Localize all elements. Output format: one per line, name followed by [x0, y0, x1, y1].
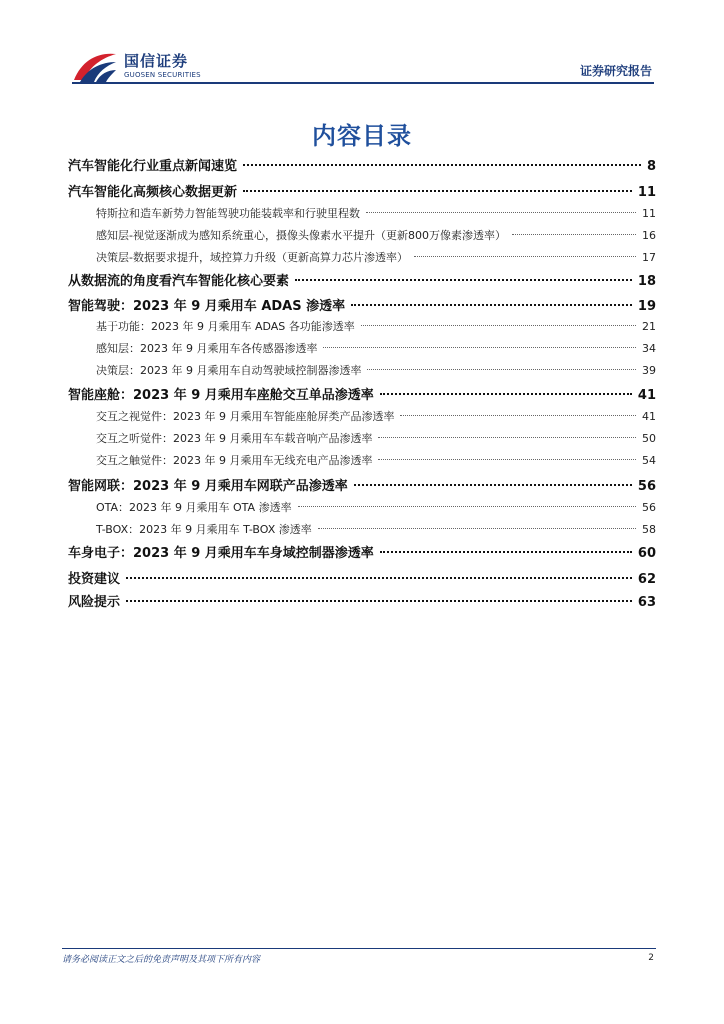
toc-entry[interactable]: [68, 475, 656, 494]
toc-dot-leader: [512, 234, 636, 235]
toc-entry-label: 投资建议: [68, 572, 121, 587]
toc-entry-label: 智能驾驶：2023 年 9 月乘用车 ADAS 渗透率: [68, 299, 346, 314]
toc-entry[interactable]: [68, 521, 656, 537]
toc-entry-page: 18: [637, 274, 656, 289]
toc-entry[interactable]: [68, 591, 656, 610]
toc-dot-leader: [318, 528, 636, 529]
toc-entry-label: 交互之触觉件：2023 年 9 月乘用车无线充电产品渗透率: [96, 454, 373, 467]
toc-dot-leader: [243, 190, 632, 192]
toc-dot-leader: [298, 506, 636, 507]
toc-entry[interactable]: [68, 430, 656, 446]
toc-dot-leader: [243, 164, 641, 166]
toc-dot-leader: [126, 600, 632, 602]
toc-entry[interactable]: [68, 270, 656, 289]
toc-entry-page: 62: [637, 572, 656, 587]
toc-entry-label: 感知层：2023 年 9 月乘用车各传感器渗透率: [96, 342, 318, 355]
report-type-label: 证券研究报告: [579, 64, 652, 78]
toc-dot-leader: [378, 437, 636, 438]
toc-entry[interactable]: [68, 205, 656, 221]
toc-entry-page: 41: [642, 410, 656, 423]
toc-entry[interactable]: [68, 155, 656, 174]
toc-entry[interactable]: [68, 452, 656, 468]
toc-dot-leader: [366, 212, 636, 213]
toc-entry[interactable]: [68, 499, 656, 515]
toc-dot-leader: [378, 459, 636, 460]
toc-entry-page: 41: [637, 388, 656, 403]
toc-dot-leader: [354, 484, 632, 486]
toc-entry-label: 从数据流的角度看汽车智能化核心要素: [68, 274, 290, 289]
toc-entry-label: 风险提示: [68, 595, 121, 610]
toc-entry-page: 63: [637, 595, 656, 610]
page-number: 2: [648, 953, 654, 963]
toc-entry-label: T-BOX：2023 年 9 月乘用车 T-BOX 渗透率: [96, 523, 312, 536]
toc-entry-page: 50: [642, 432, 656, 445]
toc-entry-page: 56: [642, 501, 656, 514]
toc-entry-label: 感知层-视觉逐渐成为感知系统重心，摄像头像素水平提升（更新800万像素渗透率）: [96, 229, 506, 242]
toc-dot-leader: [380, 393, 632, 395]
toc-entry-page: 21: [642, 320, 656, 333]
brand-logo: [72, 50, 222, 84]
toc-dot-leader: [323, 347, 636, 348]
toc-entry-label: 车身电子：2023 年 9 月乘用车车身域控制器渗透率: [68, 546, 374, 561]
toc-entry-page: 54: [642, 454, 656, 467]
toc-entry-label: 智能座舱：2023 年 9 月乘用车座舱交互单品渗透率: [68, 388, 374, 403]
toc-entry-label: 智能网联：2023 年 9 月乘用车网联产品渗透率: [68, 479, 348, 494]
toc-entry[interactable]: [68, 181, 656, 200]
header-divider: [72, 82, 654, 84]
toc-entry-page: 58: [642, 523, 656, 536]
toc-entry[interactable]: [68, 249, 656, 265]
toc-entry-label: 汽车智能化行业重点新闻速览: [68, 159, 238, 174]
toc-entry[interactable]: [68, 542, 656, 561]
toc-entry-page: 16: [642, 229, 656, 242]
toc-entry-page: 11: [637, 185, 656, 200]
toc-entry-page: 19: [637, 299, 656, 314]
toc-entry-page: 8: [646, 159, 656, 174]
toc-dot-leader: [367, 369, 636, 370]
toc-entry-label: 基于功能：2023 年 9 月乘用车 ADAS 各功能渗透率: [96, 320, 355, 333]
toc-dot-leader: [351, 304, 632, 306]
toc-entry[interactable]: [68, 295, 656, 314]
toc-entry[interactable]: [68, 227, 656, 243]
toc-entry-label: 交互之听觉件：2023 年 9 月乘用车车载音响产品渗透率: [96, 432, 373, 445]
toc-dot-leader: [380, 551, 632, 553]
toc-entry-label: 决策层：2023 年 9 月乘用车自动驾驶域控制器渗透率: [96, 364, 362, 377]
toc-title: 内容目录: [312, 122, 412, 150]
toc-entry[interactable]: [68, 568, 656, 587]
toc-entry-label: 特斯拉和造车新势力智能驾驶功能装载率和行驶里程数: [96, 207, 360, 220]
toc-entry[interactable]: [68, 384, 656, 403]
toc-entry-page: 11: [642, 207, 656, 220]
toc-entry-page: 39: [642, 364, 656, 377]
toc-entry-label: 交互之视觉件：2023 年 9 月乘用车智能座舱屏类产品渗透率: [96, 410, 395, 423]
toc-entry-page: 34: [642, 342, 656, 355]
toc-dot-leader: [414, 256, 636, 257]
toc-dot-leader: [126, 577, 632, 579]
toc-entry[interactable]: [68, 408, 656, 424]
page-header: [0, 0, 724, 90]
toc-entry-label: 汽车智能化高频核心数据更新: [68, 185, 238, 200]
toc-entry[interactable]: [68, 362, 656, 378]
toc-entry-page: 60: [637, 546, 656, 561]
brand-name-en: GUOSEN SECURITIES: [124, 71, 201, 79]
toc-entry-page: 56: [637, 479, 656, 494]
toc-entry-label: 决策层-数据要求提升，域控算力升级（更新高算力芯片渗透率）: [96, 251, 408, 264]
toc-entry-label: OTA：2023 年 9 月乘用车 OTA 渗透率: [96, 501, 292, 514]
footer-divider: [62, 948, 656, 949]
toc-dot-leader: [361, 325, 636, 326]
disclaimer-text: 请务必阅读正文之后的免责声明及其项下所有内容: [62, 955, 261, 965]
guosen-logo-icon: [72, 50, 118, 84]
toc-entry[interactable]: [68, 340, 656, 356]
toc-dot-leader: [295, 279, 632, 281]
brand-name-cn: 国信证券: [124, 52, 189, 70]
toc-dot-leader: [400, 415, 636, 416]
toc-entry-page: 17: [642, 251, 656, 264]
toc-entry[interactable]: [68, 318, 656, 334]
